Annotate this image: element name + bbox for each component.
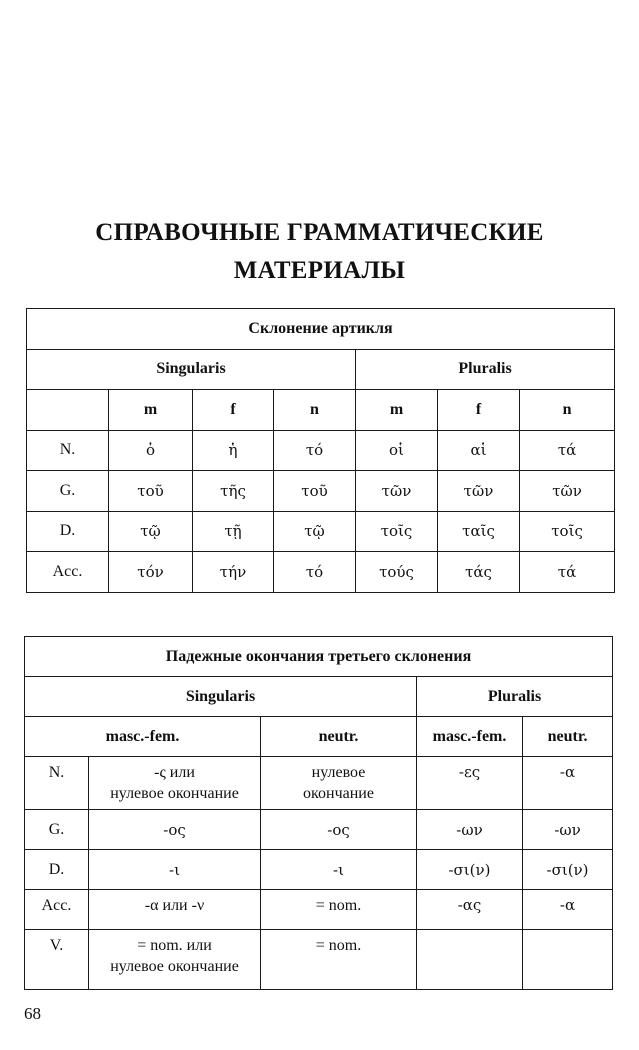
table-row	[27, 430, 615, 471]
table-cell: -ες	[417, 757, 523, 810]
table-cell: τά	[520, 430, 615, 471]
column-header: neutr.	[523, 717, 613, 757]
table-cell: τοῦ	[109, 471, 193, 512]
table-cell: ταῖς	[438, 511, 520, 552]
table-cell	[417, 930, 523, 990]
column-header: masc.-fem.	[417, 717, 523, 757]
column-header	[27, 390, 109, 431]
table-cell: τήν	[193, 552, 274, 593]
table-cell: αἱ	[438, 430, 520, 471]
table-cell: τῷ	[274, 511, 356, 552]
table-cell: = nom. или нулевое окончание	[89, 930, 261, 990]
table-cell: -ος	[89, 810, 261, 850]
table-cell: τῶν	[438, 471, 520, 512]
group-header-singularis: Singularis	[27, 349, 356, 390]
table-cell: = nom.	[261, 890, 417, 930]
table-row	[25, 930, 613, 990]
table-caption: Падежные окончания третьего склонения	[25, 637, 613, 677]
page-title-line-2: МАТЕРИАЛЫ	[233, 257, 406, 284]
table-row	[25, 757, 613, 810]
case-label: Acc.	[25, 890, 89, 930]
column-header: f	[438, 390, 520, 431]
table-cell: τῶν	[356, 471, 438, 512]
table-cell: τοῖς	[356, 511, 438, 552]
column-header: f	[193, 390, 274, 431]
case-label: N.	[25, 757, 89, 810]
table-cell: -α	[523, 890, 613, 930]
table-cell: τῆς	[193, 471, 274, 512]
third-declension-endings-table	[24, 636, 613, 990]
table-cell: τόν	[109, 552, 193, 593]
table-cell: -ων	[523, 810, 613, 850]
table-cell: οἱ	[356, 430, 438, 471]
column-header: n	[274, 390, 356, 431]
case-label: N.	[27, 430, 109, 471]
table-cell	[523, 930, 613, 990]
group-header-singularis: Singularis	[25, 677, 417, 717]
column-header: n	[520, 390, 615, 431]
table-cell: τά	[520, 552, 615, 593]
table-cell: -ος	[261, 810, 417, 850]
table-row	[27, 471, 615, 512]
case-label: G.	[25, 810, 89, 850]
table-cell: -σι(ν)	[417, 850, 523, 890]
table-row	[25, 810, 613, 850]
case-label: D.	[25, 850, 89, 890]
table-cell: τῶν	[520, 471, 615, 512]
column-header: m	[356, 390, 438, 431]
table-cell: = nom.	[261, 930, 417, 990]
table-cell: τοῦ	[274, 471, 356, 512]
column-header: masc.-fem.	[25, 717, 261, 757]
case-label: D.	[27, 511, 109, 552]
case-label: G.	[27, 471, 109, 512]
table-cell: τό	[274, 430, 356, 471]
group-header-pluralis: Pluralis	[417, 677, 613, 717]
table-cell: τῇ	[193, 511, 274, 552]
table-row	[27, 552, 615, 593]
group-header-pluralis: Pluralis	[356, 349, 615, 390]
table-cell: τοῖς	[520, 511, 615, 552]
table-row	[27, 511, 615, 552]
table-cell: -ων	[417, 810, 523, 850]
page-number: 68	[24, 1004, 41, 1023]
table-cell: τάς	[438, 552, 520, 593]
table-row	[25, 890, 613, 930]
page-title-line-1: СПРАВОЧНЫЕ ГРАММАТИЧЕСКИЕ	[95, 219, 544, 246]
table-cell: -α или -ν	[89, 890, 261, 930]
column-header: neutr.	[261, 717, 417, 757]
table-cell: -ι	[261, 850, 417, 890]
column-header: m	[109, 390, 193, 431]
table-cell: ἡ	[193, 430, 274, 471]
article-declension-table	[26, 308, 615, 593]
table-cell: τό	[274, 552, 356, 593]
table-cell: -ας	[417, 890, 523, 930]
table-cell: τούς	[356, 552, 438, 593]
table-cell: -σι(ν)	[523, 850, 613, 890]
table-cell: -ι	[89, 850, 261, 890]
table-cell: -ς или нулевое окончание	[89, 757, 261, 810]
table-cell: -α	[523, 757, 613, 810]
table-cell: τῷ	[109, 511, 193, 552]
table-caption: Склонение артикля	[27, 309, 615, 350]
table-cell: ὁ	[109, 430, 193, 471]
page-title	[0, 214, 639, 290]
table-row	[25, 850, 613, 890]
table-cell: нулевое окончание	[261, 757, 417, 810]
case-label: V.	[25, 930, 89, 990]
case-label: Acc.	[27, 552, 109, 593]
